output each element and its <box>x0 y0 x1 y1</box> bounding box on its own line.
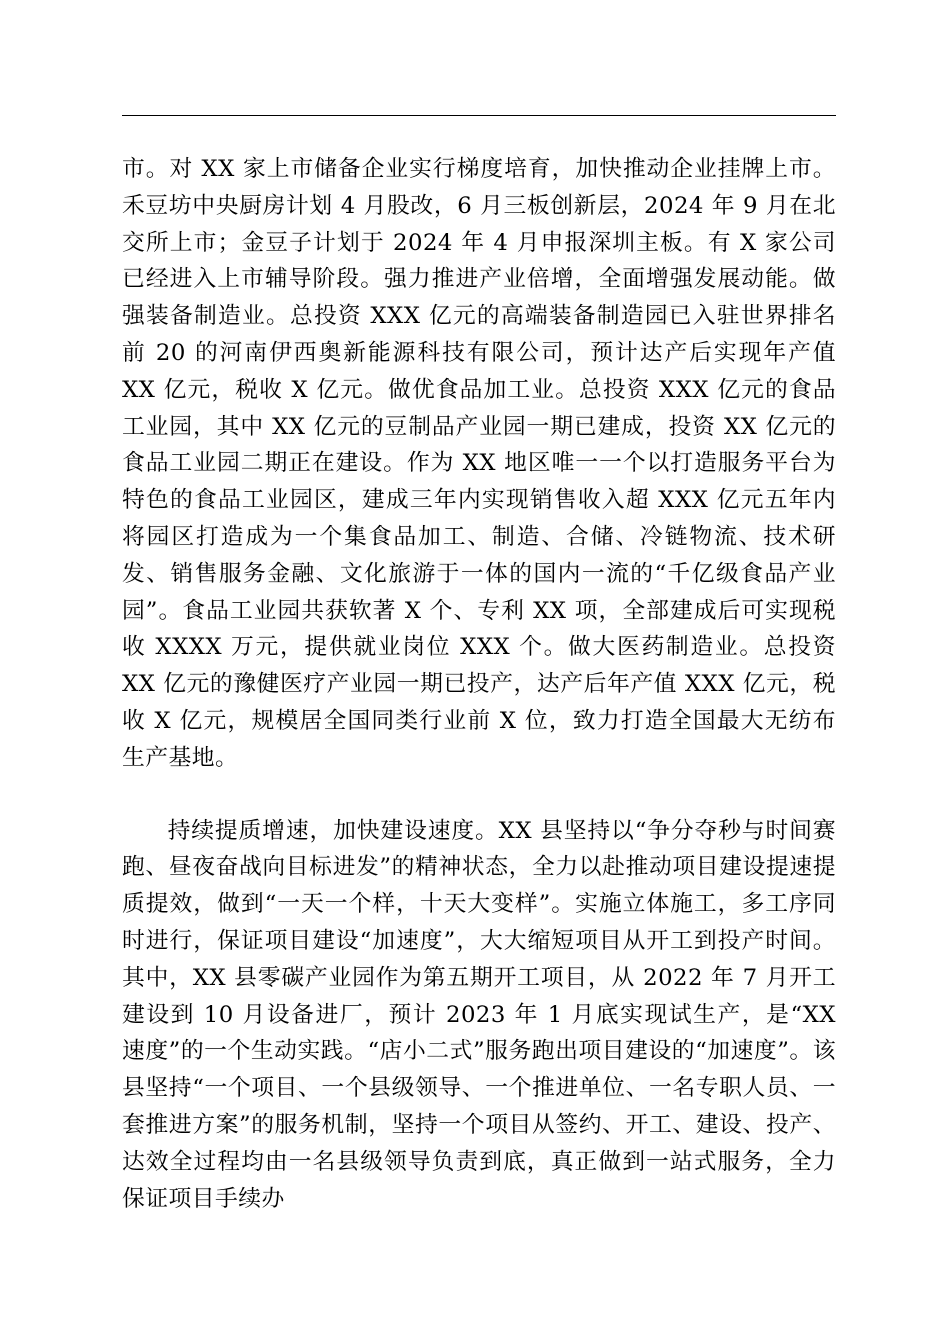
paragraph-continued: 市。对 XX 家上市储备企业实行梯度培育，加快推动企业挂牌上市。禾豆坊中央厨房计划 4 月股改，6 月三板创新层，2024 年 9 月在北交所上市；金豆子计划于 2024 年 4 月申报深圳主板。有 X 家公司已经进入上市辅导阶段。强力推进产业倍增，全面增强发展动能。做强装备制造业。总投资 XXX 亿元的高端装备制造园已入驻世界排名前 20 的河南伊西奥新能源科技有限公司，预计达产后实现年产值 XX 亿元，税收 X 亿元。做优食品加工业。总投资 XXX 亿元的食品工业园，其中 XX 亿元的豆制品产业园一期已建成，投资 XX 亿元的食品工业园二期正在建设。作为 XX 地区唯一一个以打造服务平台为特色的食品工业园区，建成三年内实现销售收入超 XXX 亿元五年内将园区打造成为一个集食品加工、制造、合储、冷链物流、技术研发、销售服务金融、文化旅游于一体的国内一流的“千亿级食品产业园”。食品工业园共获软著 X 个、专利 XX 项，全部建成后可实现税收 XXXX 万元，提供就业岗位 XXX 个。做大医药制造业。总投资 XX 亿元的豫健医疗产业园一期已投产，达产后年产值 XXX 亿元，税收 X 亿元，规模居全国同类行业前 X 位，致力打造全国最大无纺布生产基地。 <box>122 156 836 771</box>
body-text <box>122 151 836 1217</box>
header-rule <box>122 115 836 116</box>
paragraph-construction-speed: 持续提质增速，加快建设速度。XX 县坚持以“争分夺秒与时间赛跑、昼夜奋战向目标进发”的精神状态，全力以赴推动项目建设提速提质提效，做到“一天一个样，十天大变样”。实施立体施工，多工序同时进行，保证项目建设“加速度”，大大缩短项目从开工到投产时间。其中，XX 县零碳产业园作为第五期开工项目，从 2022 年 7 月开工建设到 10 月设备进厂，预计 2023 年 1 月底实现试生产，是“XX 速度”的一个生动实践。“店小二式”服务跑出项目建设的“加速度”。该县坚持“一个项目、一个县级领导、一个推进单位、一名专职人员、一套推进方案”的服务机制，坚持一个项目从签约、开工、建设、投产、达效全过程均由一名县级领导负责到底，真正做到一站式服务，全力保证项目手续办 <box>122 817 836 1212</box>
